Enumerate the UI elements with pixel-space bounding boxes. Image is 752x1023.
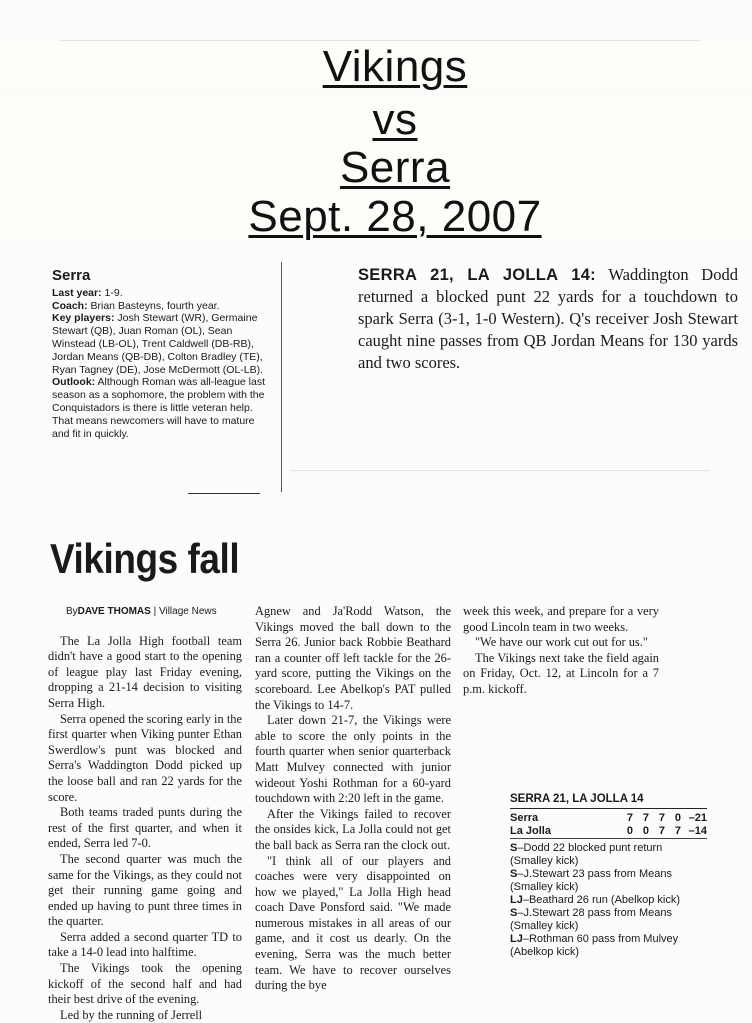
box-score — [510, 793, 707, 959]
preview-key-players: Key players: Josh Stewart (WR), Germaine Stewart (QB), Juan Roman (OL), Sean Winstead (LB-OL), Trent Caldwell (DB-RB), Jordan Means (QB-DB), Colton Bradley (TE), Ryan Tagney (DE), Jose McDermott (OL-LB). — [52, 312, 264, 376]
byline: ByDAVE THOMAS | Village News — [66, 606, 217, 617]
quarter-score: 7 — [658, 812, 665, 824]
scoring-summary — [510, 842, 707, 959]
scoring-play — [510, 868, 707, 894]
page-title-line-3: Serra — [0, 146, 752, 190]
team-code: LJ — [510, 894, 523, 906]
article-paragraph: "We have our work cut out for us." — [475, 635, 648, 650]
team-name: La Jolla — [510, 825, 551, 837]
article-paragraph: Later down 21-7, the Vikings were able to score the only points in the fourth quarter when senior quarterback Matt Mulvey connected with junior wideout Yoshi Rothman for a 60-yard touchdown with 2:20 left in the game. — [255, 713, 451, 806]
final-score: –21 — [688, 812, 707, 824]
article-paragraph: The Vikings next take the field again on Friday, Oct. 12, at Lincoln for a 7 p.m. kickoff. — [463, 650, 659, 696]
page-title-line-2: vs — [0, 98, 752, 142]
column-divider — [281, 262, 282, 492]
quarter-score: 7 — [642, 812, 649, 824]
article-paragraph: Serra added a second quarter TD to take a 14-0 lead into halftime. — [48, 929, 242, 960]
scoring-play-text: –J.Stewart 23 pass from Means (Smalley kick) — [510, 868, 673, 893]
scoring-play — [510, 933, 707, 959]
final-score: –14 — [688, 825, 707, 837]
article-headline: Vikings fall — [50, 535, 240, 582]
line-score-row — [510, 825, 707, 839]
game-capsule — [354, 264, 738, 374]
preview-team-name: Serra — [52, 267, 91, 284]
quarter-score: 7 — [658, 825, 665, 837]
article-paragraph: The Vikings took the opening kickoff of the second half and had their best drive of the evening. — [48, 961, 242, 1007]
preview-outlook: Outlook: Although Roman was all-league last season as a sophomore, the problem with the Conquistadors is there is little veteran help. That means newcomers will have to mature and fit in quickly. — [52, 376, 266, 440]
page-title-line-1: Vikings — [0, 45, 752, 89]
scoring-play — [510, 907, 707, 933]
team-name: Serra — [510, 812, 539, 824]
team-code: S — [510, 842, 518, 854]
line-score-table — [510, 812, 707, 839]
article-paragraph: "I think all of our players and coaches were very disappointed on how we played," La Jolla High head coach Dave Ponsford said. "We made numerous mistakes in all areas of our game, and it cost us dearly. On the evening, Serra was the much better team. We have to recover ourselves during the bye — [255, 853, 451, 993]
article-paragraph: The second quarter was much the same for the Vikings, as they could not get their running game going and ended up having to punt three times in the quarter. — [48, 851, 242, 929]
team-preview — [52, 267, 267, 440]
article-column-2 — [255, 604, 451, 994]
quarter-score: 0 — [626, 825, 633, 837]
preview-last-year: Last year: 1-9. — [52, 286, 123, 299]
article-paragraph: Serra opened the scoring early in the first quarter when Viking punter Ethan Swerdlow's punt was blocked and Serra's Waddington Dodd picked up the loose ball and ran 22 yards for the score. — [48, 711, 242, 804]
quarter-score: 0 — [674, 812, 681, 824]
team-code: S — [510, 907, 518, 919]
capsule-score-lead: SERRA 21, LA JOLLA 14: — [358, 266, 596, 284]
scoring-play-text: –Beathard 26 run (Abelkop kick) — [522, 894, 680, 906]
scoring-play — [510, 894, 707, 907]
scoring-play-text: –Dodd 22 blocked punt return (Smalley kick) — [510, 842, 663, 867]
article-paragraph: week this week, and prepare for a very good Lincoln team in two weeks. — [463, 604, 659, 634]
article-paragraph: The La Jolla High football team didn't have a good start to the opening of league play last Friday evening, dropping a 21-14 decision to visiting Serra High. — [48, 633, 242, 710]
team-code: S — [510, 868, 518, 880]
article-column-1 — [48, 604, 242, 1023]
page-title-date: Sept. 28, 2007 — [0, 195, 752, 239]
scoring-play — [510, 842, 707, 868]
article-paragraph: Led by the running of Jerrell — [60, 1007, 203, 1022]
quarter-score: 0 — [642, 825, 649, 837]
article-paragraph: After the Vikings failed to recover the onsides kick, La Jolla could not get the ball back as Serra ran the clock out. — [255, 806, 451, 852]
section-rule — [188, 493, 260, 494]
team-code: LJ — [510, 933, 523, 945]
quarter-score: 7 — [626, 812, 633, 824]
article-paragraph: Agnew and Ja'Rodd Watson, the Vikings moved the ball down to the Serra 26. Junior back Robbie Beathard ran a counter off left tackle for the 26-yard score, putting the Vikings on the scoreboard. Lee Abelkop's PAT pulled the Vikings to 14-7. — [255, 604, 451, 712]
line-score-row — [510, 812, 707, 825]
article-paragraph: Both teams traded punts during the rest of the first quarter, and when it ended, Serra led 7-0. — [48, 805, 242, 851]
article-column-3 — [463, 604, 659, 698]
box-score-header: SERRA 21, LA JOLLA 14 — [510, 793, 707, 809]
bleed-through-bottom — [290, 470, 710, 531]
preview-coach: Coach: Brian Basteyns, fourth year. — [52, 299, 220, 312]
scoring-play-text: –Rothman 60 pass from Mulvey (Abelkop kick) — [510, 933, 679, 958]
scoring-play-text: –J.Stewart 28 pass from Means (Smalley kick) — [510, 907, 673, 932]
quarter-score: 7 — [674, 825, 681, 837]
capsule-text: Waddington Dodd returned a blocked punt 22 yards for a touchdown to spark Serra (3-1, 1-0 Western). Q's receiver Josh Stewart caught nine passes from QB Jordan Means for 130 yards and two scores. — [358, 265, 738, 372]
